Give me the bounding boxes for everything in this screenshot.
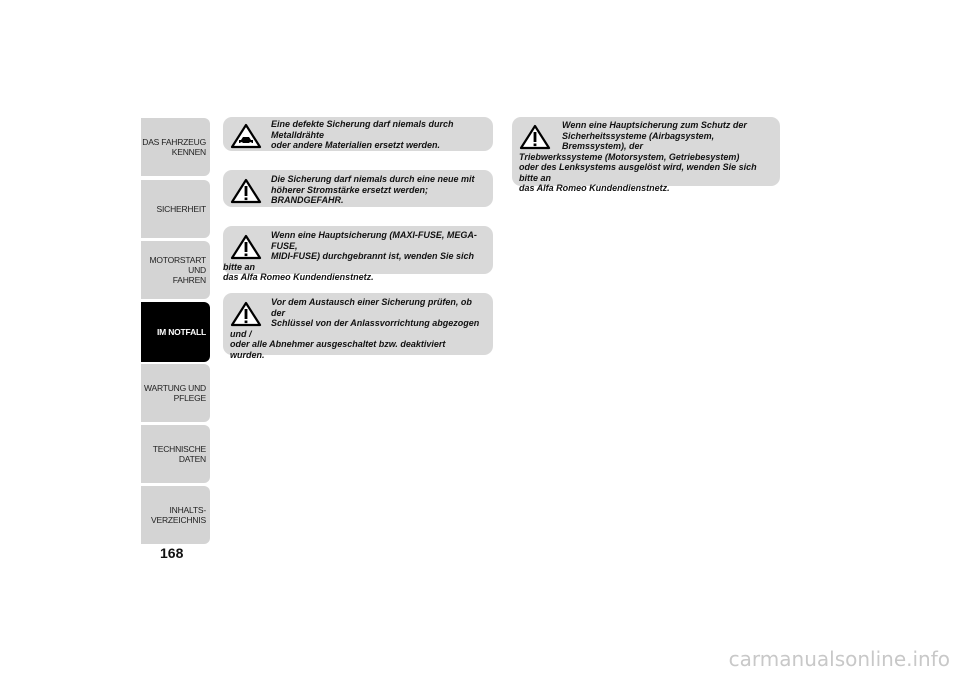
tab-das-fahrzeug-kennen[interactable] [141, 118, 210, 176]
watermark: carmanualsonline.info [728, 647, 950, 671]
warning-box [223, 293, 493, 360]
tab-label: IM NOTFALL [157, 327, 206, 337]
car-warning-icon [229, 123, 263, 149]
tab-label: DAS FAHRZEUG KENNEN [142, 137, 206, 157]
warning-text: Vor dem Austausch einer Sicherung prüfen, ob der Schlüssel von der Anlassvorrichtung abgezogen und / oder alle Abnehmer ausgeschaltet bzw. deaktiviert wurden. [230, 297, 480, 360]
warning-triangle-icon [229, 301, 263, 327]
tab-im-notfall[interactable] [141, 302, 210, 362]
page-number: 168 [160, 545, 184, 561]
tab-motorstart-und-fahren[interactable] [141, 241, 210, 299]
warning-text: Eine defekte Sicherung darf niemals durch Metalldrähte oder andere Materialien ersetzt werden. [271, 119, 454, 150]
tab-label: WARTUNG UND PFLEGE [143, 383, 206, 403]
tab-label: INHALTS- VERZEICHNIS [151, 505, 206, 525]
warning-text: Die Sicherung darf niemals durch eine neue mit höherer Stromstärke ersetzt werden; BRANDGEFAHR. [271, 174, 475, 205]
warning-triangle-icon [518, 124, 552, 150]
tab-label: SICHERHEIT [156, 204, 206, 214]
warning-box [223, 170, 493, 207]
tab-technische-daten[interactable] [141, 425, 210, 483]
warning-text: Wenn eine Hauptsicherung (MAXI-FUSE, MEGA-FUSE, MIDI-FUSE) durchgebrannt ist, wenden Sie sich bitte an das Alfa Romeo Kundendienstnetz. [223, 230, 477, 282]
warning-box [223, 226, 493, 282]
warning-triangle-icon [229, 234, 263, 260]
tab-wartung-und-pflege[interactable] [141, 364, 210, 422]
warning-triangle-icon [229, 178, 263, 204]
tab-inhaltsverzeichnis[interactable] [141, 486, 210, 544]
tab-sicherheit[interactable] [141, 180, 210, 238]
tab-label: TECHNISCHE DATEN [152, 444, 206, 464]
warning-box [223, 117, 493, 151]
tab-label: MOTORSTART UND FAHREN [149, 255, 206, 285]
warning-box [512, 117, 780, 193]
warning-text: Wenn eine Hauptsicherung zum Schutz der Sicherheitssysteme (Airbagsystem, Bremssystem), der Triebwerkssysteme (Motorsystem, Getriebesystem) oder des Lenksystems ausgelöst wird, wenden Sie sich bitte an das Alfa Romeo Kundendienstnetz. [519, 120, 757, 193]
